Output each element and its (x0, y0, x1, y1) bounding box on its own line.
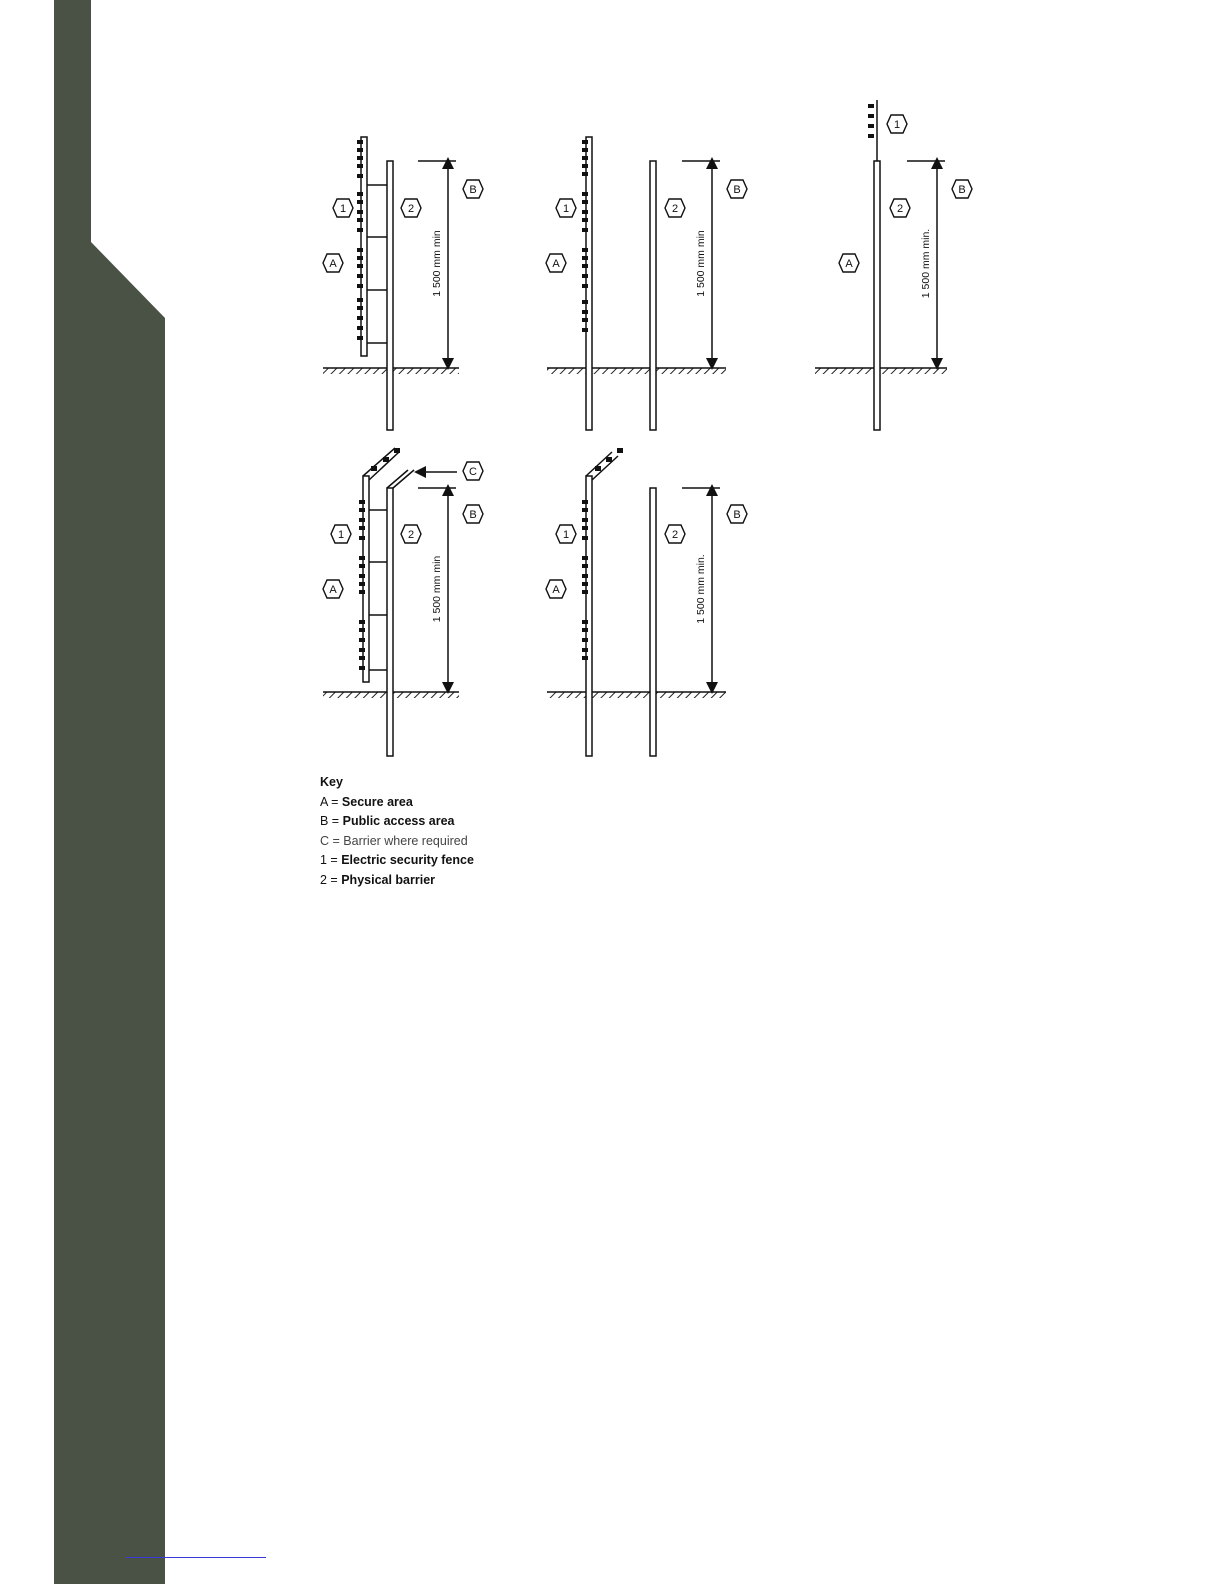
insulator (357, 164, 363, 168)
insulator (357, 200, 363, 204)
barrier-post (387, 488, 393, 756)
key-item-electric-fence (320, 851, 580, 871)
label-A-fig2 (546, 254, 566, 272)
inclined-arm (363, 448, 395, 476)
insulator (582, 218, 588, 222)
barrier-top (393, 470, 414, 488)
key-code: 1 = (320, 853, 338, 867)
barrier-top (387, 470, 408, 488)
insulator (582, 156, 588, 160)
insulator (357, 156, 363, 160)
insulator (357, 274, 363, 278)
dimension-label-fig1: 1 500 mm min (431, 230, 443, 297)
insulator (582, 620, 588, 624)
key-code: C = (320, 833, 340, 848)
legend-key (320, 773, 580, 890)
label-tag-text: B (469, 184, 477, 196)
key-item-secure-area (320, 793, 580, 813)
key-desc: Physical barrier (341, 872, 436, 887)
insulator (582, 590, 588, 594)
label-tag-text: 2 (671, 203, 679, 215)
insulator (357, 192, 363, 196)
insulator (868, 124, 874, 128)
insulator (617, 448, 623, 453)
label-1-fig4 (331, 525, 351, 543)
label-tag-text: 2 (407, 529, 415, 541)
label-tag-text: A (845, 258, 853, 270)
barrier-post (650, 488, 656, 756)
label-tag-text: A (329, 584, 337, 596)
dimension-label-fig2: 1 500 mm min (695, 230, 707, 297)
dimension-label-fig4: 1 500 mm min (431, 555, 443, 623)
label-tag-text: B (469, 509, 477, 521)
label-tag-text: A (552, 258, 560, 270)
label-tag-text: 1 (562, 529, 570, 541)
label-B-fig5 (727, 505, 747, 523)
insulator (357, 140, 363, 144)
insulator (582, 274, 588, 278)
label-1-fig3 (887, 115, 907, 133)
label-tag-text: B (733, 509, 741, 521)
key-desc: Barrier where required (343, 833, 468, 848)
barrier-post (650, 161, 656, 430)
insulator (394, 448, 400, 453)
label-tag-text: B (733, 184, 741, 196)
key-desc: Public access area (342, 814, 455, 828)
insulator (359, 582, 365, 586)
label-tag-text: 1 (339, 203, 347, 215)
label-tag-text: C (469, 466, 477, 478)
insulator (582, 500, 588, 504)
insulator (582, 200, 588, 204)
insulator (606, 457, 612, 462)
insulator (582, 582, 588, 586)
label-C-fig4 (463, 462, 483, 480)
label-2-fig4 (401, 525, 421, 543)
insulator (582, 192, 588, 196)
label-A-fig4 (323, 580, 343, 598)
insulator (582, 638, 588, 642)
insulator (357, 256, 363, 260)
key-item-barrier (320, 832, 580, 852)
key-item-physical-barrier (320, 871, 580, 891)
insulator (582, 656, 588, 660)
insulator (582, 210, 588, 214)
insulator (371, 466, 377, 471)
insulator (357, 218, 363, 222)
insulator (357, 248, 363, 252)
insulator (595, 466, 601, 471)
label-B-fig1 (463, 180, 483, 198)
insulator (582, 140, 588, 144)
label-A-fig3 (839, 254, 859, 272)
insulator (582, 564, 588, 568)
insulator (359, 656, 365, 660)
key-code: 2 = (320, 872, 338, 887)
electric-fence-post (586, 137, 592, 430)
label-2-fig3 (890, 199, 910, 217)
insulator (582, 628, 588, 632)
electric-fence-post (361, 137, 367, 356)
ground-fig3 (815, 368, 947, 374)
label-1-fig1 (333, 199, 353, 217)
insulator (357, 316, 363, 320)
insulator (359, 508, 365, 512)
insulator (357, 336, 363, 340)
insulator (582, 172, 588, 176)
label-B-fig2 (727, 180, 747, 198)
label-A-fig5 (546, 580, 566, 598)
key-code: A = (320, 794, 339, 809)
insulator (582, 310, 588, 314)
insulator (582, 648, 588, 652)
insulator (359, 620, 365, 624)
insulator (582, 526, 588, 530)
ground-fig2 (547, 368, 726, 374)
key-desc: Secure area (341, 794, 413, 809)
label-1-fig5 (556, 525, 576, 543)
barrier-post (387, 161, 393, 430)
label-2-fig2 (665, 199, 685, 217)
insulator (582, 556, 588, 560)
inclined-arm (586, 452, 612, 476)
key-title: Key (320, 775, 343, 789)
barrier-post (874, 161, 880, 430)
insulator (359, 500, 365, 504)
label-2-fig5 (665, 525, 685, 543)
label-tag-text: 1 (337, 529, 345, 541)
insulator (582, 264, 588, 268)
ground-fig5 (547, 692, 726, 698)
insulator (383, 457, 389, 462)
label-tag-text: 2 (671, 529, 679, 541)
label-tag-text: 2 (896, 203, 904, 215)
insulator (582, 148, 588, 152)
insulator (359, 590, 365, 594)
key-desc: Electric security fence (341, 853, 474, 867)
insulator (359, 526, 365, 530)
insulator (582, 318, 588, 322)
label-tag-text: A (552, 584, 560, 596)
insulator (359, 564, 365, 568)
label-B-fig3 (952, 180, 972, 198)
insulator (582, 328, 588, 332)
insulator (357, 210, 363, 214)
insulator (359, 628, 365, 632)
key-item-public-access (320, 812, 580, 832)
insulator (359, 518, 365, 522)
insulator (582, 508, 588, 512)
insulator (357, 284, 363, 288)
insulator (582, 256, 588, 260)
insulator (868, 134, 874, 138)
label-tag-text: A (329, 258, 337, 270)
label-tag-text: 2 (407, 203, 415, 215)
label-tag-text: 1 (562, 203, 570, 215)
insulator (359, 556, 365, 560)
insulator (359, 574, 365, 578)
insulator (359, 666, 365, 670)
insulator (357, 148, 363, 152)
label-tag-text: 1 (893, 119, 901, 131)
label-B-fig4 (463, 505, 483, 523)
insulator (357, 228, 363, 232)
insulator (359, 648, 365, 652)
insulator (582, 164, 588, 168)
insulator (868, 104, 874, 108)
insulator (359, 638, 365, 642)
footer-link-rule (126, 1557, 266, 1558)
insulator (582, 536, 588, 540)
insulator (582, 300, 588, 304)
insulator (357, 306, 363, 310)
insulator (357, 264, 363, 268)
dimension-label-fig3: 1 500 mm min. (920, 228, 932, 299)
dimension-label-fig5: 1 500 mm min. (695, 554, 707, 624)
insulator (357, 298, 363, 302)
insulator (868, 114, 874, 118)
label-tag-text: B (958, 184, 966, 196)
label-A-fig1 (323, 254, 343, 272)
label-1-fig2 (556, 199, 576, 217)
insulator (582, 248, 588, 252)
key-code: B = (320, 814, 340, 828)
insulator (582, 574, 588, 578)
insulator (582, 228, 588, 232)
insulator (582, 284, 588, 288)
insulator (359, 536, 365, 540)
label-2-fig1 (401, 199, 421, 217)
insulator (582, 518, 588, 522)
insulator (357, 326, 363, 330)
insulator (357, 174, 363, 178)
